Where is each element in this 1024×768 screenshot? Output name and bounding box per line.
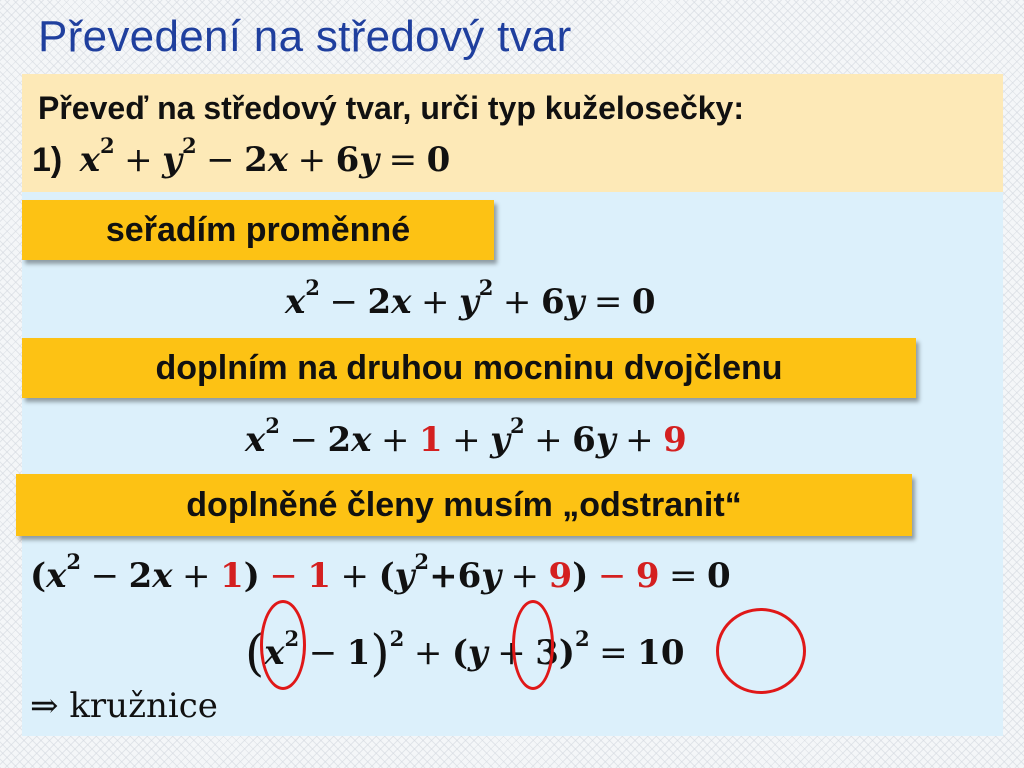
removed-terms-equation: $(x^2 - 2x + 1) - 1 + (y^2+6y + 9) - 9 = 0$ — [30, 549, 731, 596]
step-sort-variables: seřadím proměnné — [22, 200, 494, 260]
step-complete-square: doplním na druhou mocninu dvojčlenu — [22, 338, 916, 398]
original-equation: 1) $x^2 + y^2 - 2x + 6y = 0$ — [32, 133, 451, 180]
completed-equation: $x^2 - 2x + 1 + y^2 + 6y + 9$ — [245, 413, 687, 460]
center-form-equation: $(x^2 - 1)^2 + (y + 3)^2 = 10$ — [245, 624, 685, 682]
implies-arrow: ⇒ — [30, 686, 59, 726]
highlight-ring-radius — [716, 608, 806, 694]
highlight-ring-y — [512, 600, 554, 690]
sorted-equation: $x^2 - 2x + y^2 + 6y = 0$ — [285, 275, 656, 322]
conclusion — [30, 686, 218, 726]
problem-number: 1) — [32, 141, 63, 179]
problem-box — [22, 74, 1003, 192]
highlight-ring-x — [260, 600, 306, 690]
slide-title: Převedení na středový tvar — [38, 12, 572, 61]
conclusion-text: kružnice — [69, 686, 218, 726]
step-remove-terms: doplněné členy musím „odstranit“ — [16, 474, 912, 536]
problem-question: Převeď na středový tvar, urči typ kuželosečky: — [38, 90, 744, 126]
